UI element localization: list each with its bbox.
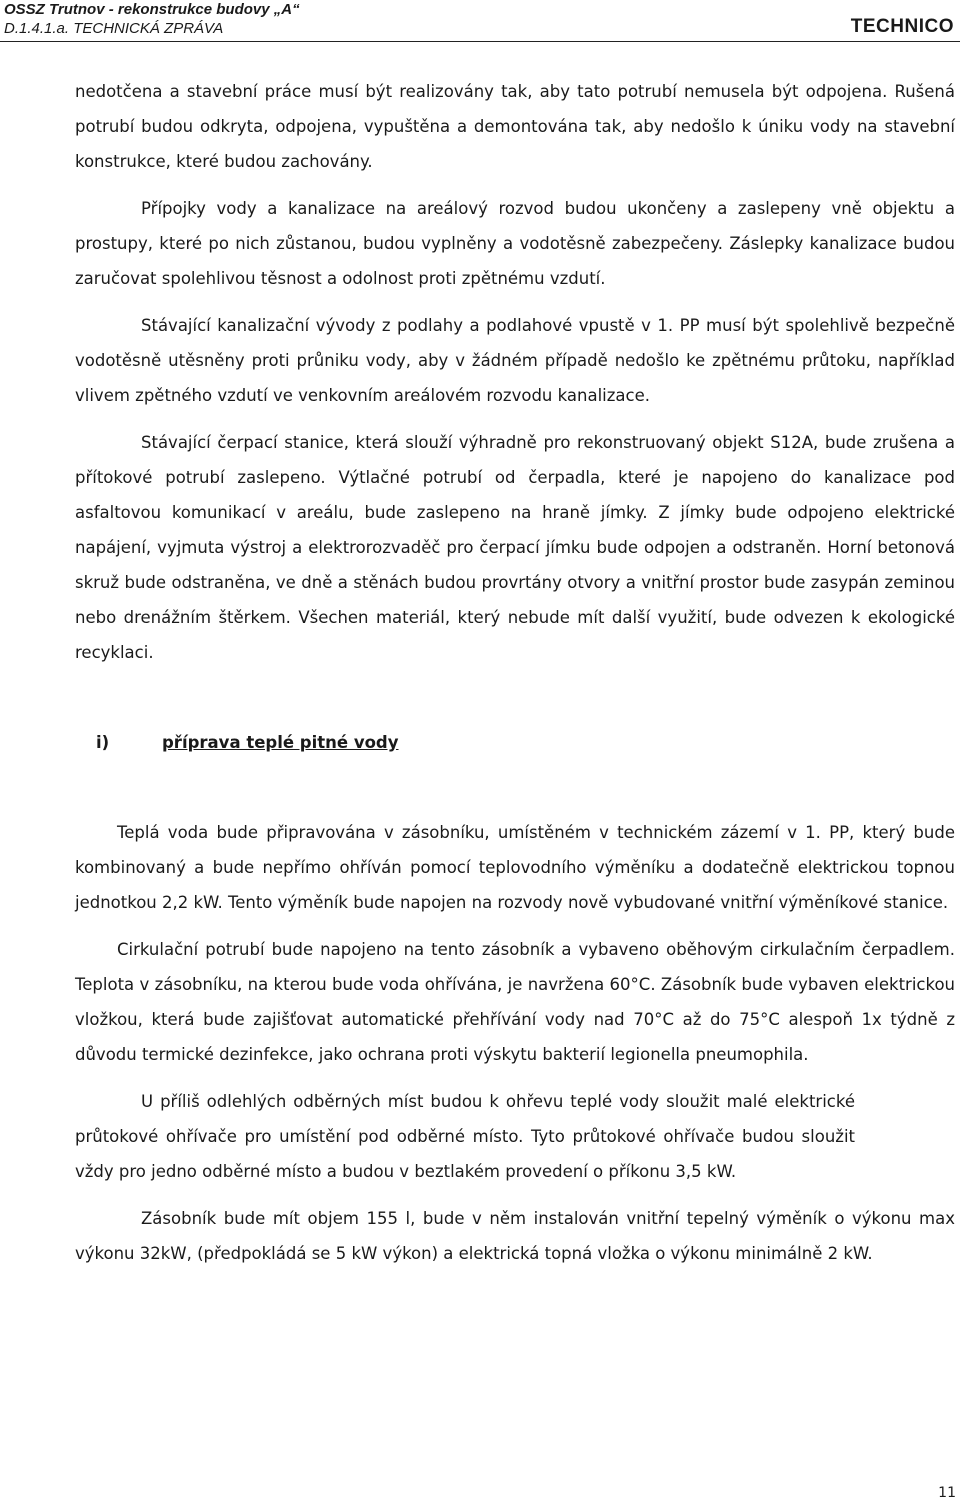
company-logo: TECHNICO (850, 16, 954, 37)
paragraph: U příliš odlehlých odběrných míst budou k ohřevu teplé vody sloužit malé elektrické průtokové ohřívače pro umístění pod odběrné místo. Tyto průtokové ohřívače budou sloužit vždy pro jedno odběrné místo a budou v beztlakém provedení o příkonu 3,5 kW. (75, 1092, 855, 1181)
section-title: příprava teplé pitné vody (162, 733, 399, 752)
header-title: OSSZ Trutnov - rekonstrukce budovy „A“ (4, 1, 300, 18)
paragraph: Zásobník bude mít objem 155 l, bude v něm instalován vnitřní tepelný výměník o výkonu max výkonu 32kW, (předpokládá se 5 kW výkon) a elektrická topná vložka o výkonu minimálně 2 kW. (75, 1209, 955, 1263)
header-divider (0, 41, 960, 42)
paragraph: Stávající čerpací stanice, která slouží výhradně pro rekonstruovaný objekt S12A, bude zrušena a přítokové potrubí zaslepeno. Výtlačné potrubí od čerpadla, které je napojeno do kanalizace pod asfaltovou komunikací v areálu, bude zaslepeno na hraně jímky. Z jímky bude odpojeno elektrické napájení, vyjmuta výstroj a elektrorozvaděč pro čerpací jímku bude odpojen a odstraněn. Horní betonová skruž bude odstraněna, ve dně a stěnách budou provrtány otvory a vnitřní prostor bude zasypán zeminou nebo drenážním štěrkem. Všechen materiál, který nebude mít další využití, bude odvezen k ekologické recyklaci. (75, 433, 955, 662)
paragraph: Cirkulační potrubí bude napojeno na tento zásobník a vybaveno oběhovým cirkulačním čerpadlem. Teplota v zásobníku, na kterou bude voda ohřívána, je navržena 60°C. Zásobník bude vybaven elektrickou vložkou, která bude zajišťovat automatické přehřívání vody nad 70°C až do 75°C alespoň 1x týdně z důvodu termické dezinfekce, jako ochrana proti výskytu bakterií legionella pneumophila. (75, 940, 955, 1064)
paragraph: Teplá voda bude připravována v zásobníku, umístěném v technickém zázemí v 1. PP, který bude kombinovaný a bude nepřímo ohříván pomocí teplovodního výměníku a dodatečně elektrickou topnou jednotkou 2,2 kW. Tento výměník bude napojen na rozvody nově vybudované vnitřní výměníkové stanice. (75, 823, 955, 912)
section-number: i) (96, 733, 110, 752)
header-subtitle: D.1.4.1.a. TECHNICKÁ ZPRÁVA (4, 20, 224, 37)
paragraph: Stávající kanalizační vývody z podlahy a podlahové vpustě v 1. PP musí být spolehlivě bezpečně vodotěsně utěsněny proti průniku vody, aby v žádném případě nedošlo ke zpětnému průtoku, například vlivem zpětného vzdutí ve venkovním areálovém rozvodu kanalizace. (75, 316, 955, 405)
section-heading (96, 731, 955, 755)
page-header (4, 0, 956, 40)
paragraph: nedotčena a stavební práce musí být realizovány tak, aby tato potrubí nemusela být odpojena. Rušená potrubí budou odkryta, odpojena, vypuštěna a demontována tak, aby nedošlo k úniku vody na stavební konstrukce, které budou zachovány. (75, 82, 955, 171)
document-body (75, 74, 955, 1271)
page-number: 11 (938, 1485, 956, 1501)
paragraph: Přípojky vody a kanalizace na areálový rozvod budou ukončeny a zaslepeny vně objektu a prostupy, které po nich zůstanou, budou vyplněny a vodotěsně zabezpečeny. Záslepky kanalizace budou zaručovat spolehlivou těsnost a odolnost proti zpětnému vzdutí. (75, 199, 955, 288)
